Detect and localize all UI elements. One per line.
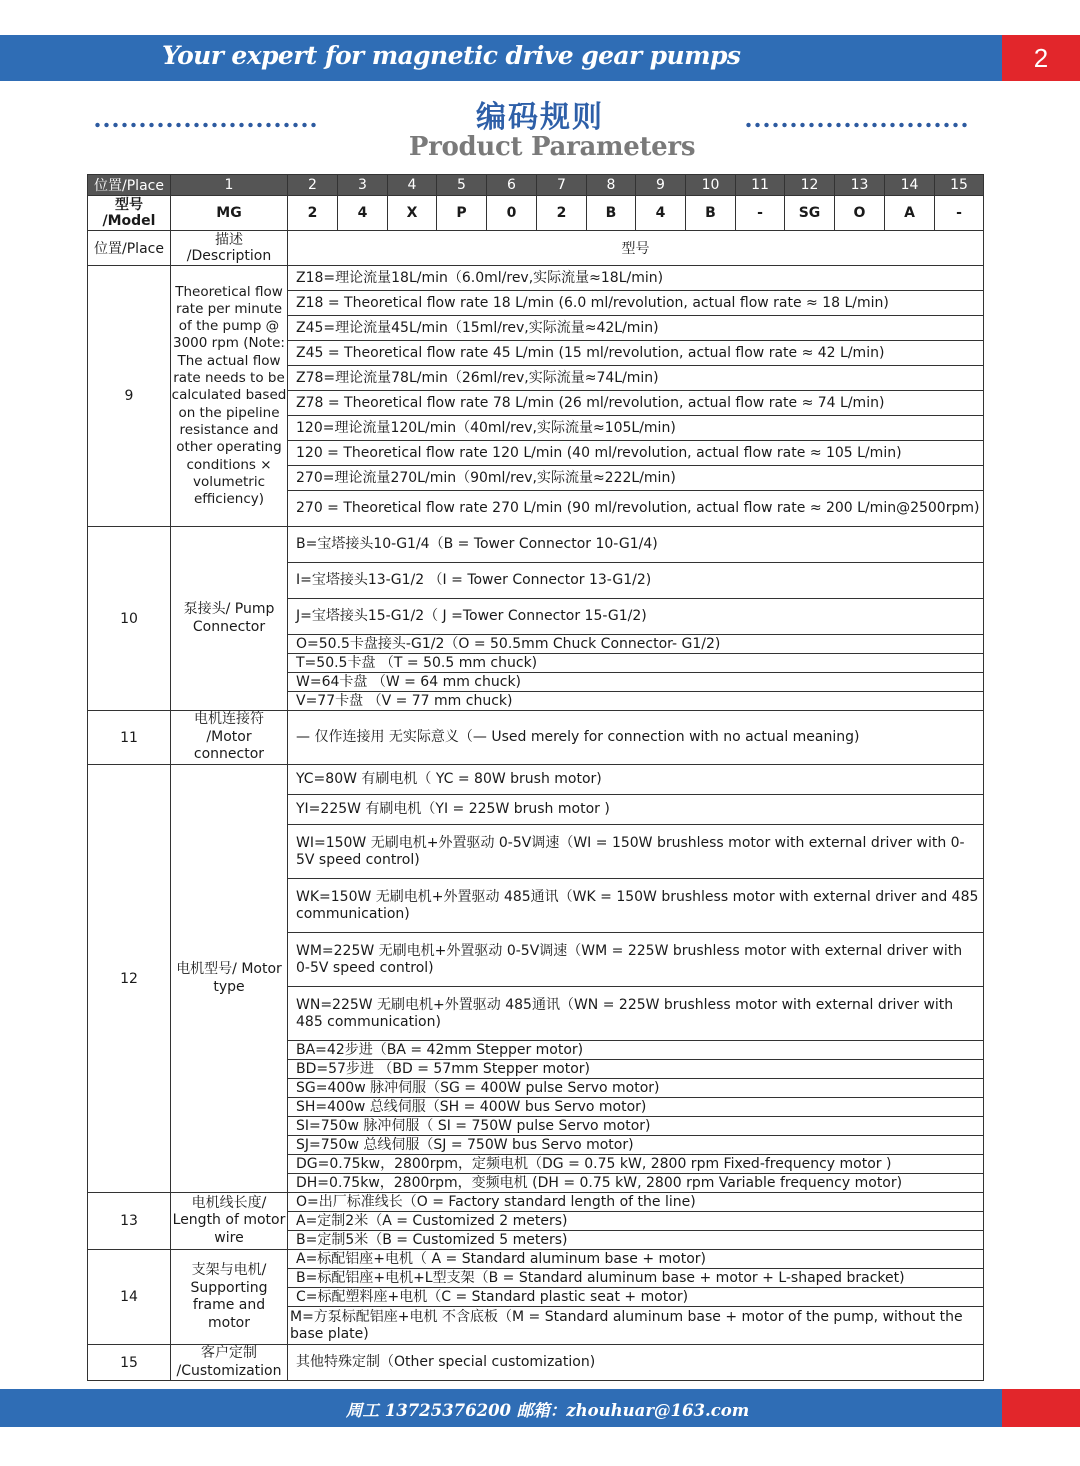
section-10-value-2: I=宝塔接头13-G1/2 （I = Tower Connector 13-G1/2) [288, 563, 984, 599]
section-12-value-4: WK=150W 无刷电机+外置驱动 485通讯（WK = 150W brushless motor with external driver and 485 communication) [288, 879, 984, 933]
table-row [88, 527, 984, 563]
place-label: 位置/Place [88, 175, 171, 196]
section-12-value-13: DG=0.75kw，2800rpm，定频电机（DG = 0.75 kW, 2800 rpm Fixed-frequency motor ) [288, 1155, 984, 1174]
section-10-value-7: V=77卡盘 （V = 77 mm chuck) [288, 692, 984, 711]
model-code-12: SG [785, 196, 835, 231]
model-code-1: MG [171, 196, 288, 231]
position-1: 1 [171, 175, 288, 196]
section-9-value-4: Z45 = Theoretical flow rate 45 L/min (15 ml/revolution, actual flow rate ≈ 42 L/min) [288, 341, 984, 366]
section-10-place: 10 [88, 527, 171, 711]
model-code-9: 4 [636, 196, 686, 231]
position-9: 9 [636, 175, 686, 196]
table-row [88, 266, 984, 291]
position-header-row [88, 175, 984, 196]
section-12-value-11: SI=750w 脉冲伺服（ SI = 750W pulse Servo motor) [288, 1117, 984, 1136]
section-9-value-6: Z78 = Theoretical flow rate 78 L/min (26 ml/revolution, actual flow rate ≈ 74 L/min) [288, 391, 984, 416]
page-title-cn: 编码规则 [476, 100, 604, 135]
model-code-14: A [885, 196, 935, 231]
section-9-value-5: Z78=理论流量78L/min（26ml/rev,实际流量≈74L/min) [288, 366, 984, 391]
footer-contact: 周工 13725376200 邮箱：zhouhuar@163.com [346, 1401, 750, 1420]
section-10-value-6: W=64卡盘 （W = 64 mm chuck) [288, 673, 984, 692]
table-row [88, 711, 984, 765]
section-9-label: Theoretical flow rate per minute of the pump @ 3000 rpm (Note: The actual flow rate needs to be calculated based on the pipeline resistance and other operating conditions × volumetric efficiency) [171, 266, 288, 527]
position-13: 13 [835, 175, 885, 196]
section-14-value-1: A=标配铝座+电机（ A = Standard aluminum base + motor) [288, 1250, 984, 1269]
section-11-label: 电机连接符 /Motor connector [171, 711, 288, 765]
position-14: 14 [885, 175, 935, 196]
section-12-label: 电机型号/ Motor type [171, 765, 288, 1193]
table-row [88, 1193, 984, 1212]
section-14-label: 支架与电机/ Supporting frame and motor [171, 1250, 288, 1345]
section-9-value-9: 270=理论流量270L/min（90ml/rev,实际流量≈222L/min) [288, 466, 984, 491]
top-banner [0, 35, 1002, 81]
section-14-value-4: M=方泵标配铝座+电机 不含底板（M = Standard aluminum base + motor of the pump, without the base plate) [288, 1307, 984, 1345]
position-3: 3 [338, 175, 388, 196]
section-10-value-1: B=宝塔接头10-G1/4（B = Tower Connector 10-G1/4) [288, 527, 984, 563]
section-15-place: 15 [88, 1345, 171, 1381]
table-row [88, 1345, 984, 1381]
section-13-value-3: B=定制5米（B = Customized 5 meters) [288, 1231, 984, 1250]
section-10-value-4: O=50.5卡盘接头-G1/2（O = 50.5mm Chuck Connector- G1/2) [288, 635, 984, 654]
desc-place-label: 位置/Place [88, 231, 171, 266]
position-7: 7 [537, 175, 587, 196]
footer-red-block [1002, 1389, 1080, 1427]
slogan: Your expert for magnetic drive gear pumps [162, 41, 741, 70]
section-11-place: 11 [88, 711, 171, 765]
section-12-value-14: DH=0.75kw，2800rpm，变频电机 (DH = 0.75 kW, 2800 rpm Variable frequency motor) [288, 1174, 984, 1193]
section-12-value-3: WI=150W 无刷电机+外置驱动 0-5V调速（WI = 150W brushless motor with external driver with 0-5V speed control) [288, 825, 984, 879]
page-number: 2 [1002, 35, 1080, 81]
desc-label-en: /Description [186, 248, 272, 264]
model-label-en: /Model [102, 213, 156, 229]
position-5: 5 [437, 175, 487, 196]
section-13-value-1: O=出厂标准线长（O = Factory standard length of the line) [288, 1193, 984, 1212]
section-13-place: 13 [88, 1193, 171, 1250]
section-13-value-2: A=定制2米（A = Customized 2 meters) [288, 1212, 984, 1231]
section-12-value-12: SJ=750w 总线伺服（SJ = 750W bus Servo motor) [288, 1136, 984, 1155]
section-9-value-7: 120=理论流量120L/min（40ml/rev,实际流量≈105L/min) [288, 416, 984, 441]
model-code-3: 4 [338, 196, 388, 231]
section-9-value-8: 120 = Theoretical flow rate 120 L/min (40 ml/revolution, actual flow rate ≈ 105 L/min) [288, 441, 984, 466]
section-9-value-3: Z45=理论流量45L/min（15ml/rev,实际流量≈42L/min) [288, 316, 984, 341]
model-code-11: - [736, 196, 785, 231]
model-code-10: B [686, 196, 736, 231]
section-12-place: 12 [88, 765, 171, 1193]
section-9-value-10: 270 = Theoretical flow rate 270 L/min (90 ml/revolution, actual flow rate ≈ 200 L/min@2500rpm) [288, 491, 984, 527]
section-12-value-5: WM=225W 无刷电机+外置驱动 0-5V调速（WM = 225W brushless motor with external driver with 0-5V speed control) [288, 933, 984, 987]
model-label-cn: 型号 [115, 197, 143, 213]
position-12: 12 [785, 175, 835, 196]
section-10-value-5: T=50.5卡盘 （T = 50.5 mm chuck) [288, 654, 984, 673]
section-12-value-7: BA=42步进（BA = 42mm Stepper motor) [288, 1041, 984, 1060]
section-12-value-9: SG=400w 脉冲伺服（SG = 400W pulse Servo motor) [288, 1079, 984, 1098]
position-4: 4 [388, 175, 437, 196]
page-title-en: Product Parameters [408, 132, 696, 162]
model-code-4: X [388, 196, 437, 231]
section-14-value-2: B=标配铝座+电机+L型支架（B = Standard aluminum base + motor + L-shaped bracket) [288, 1269, 984, 1288]
position-15: 15 [935, 175, 984, 196]
model-code-7: 2 [537, 196, 587, 231]
section-15-value-1: 其他特殊定制（Other special customization) [288, 1345, 984, 1381]
section-15-label: 客户定制 /Customization [171, 1345, 288, 1381]
position-11: 11 [736, 175, 785, 196]
section-14-value-3: C=标配塑料座+电机（C = Standard plastic seat + motor) [288, 1288, 984, 1307]
section-9-place: 9 [88, 266, 171, 527]
section-14-place: 14 [88, 1250, 171, 1345]
model-label [88, 196, 171, 231]
desc-label [171, 231, 288, 266]
model-code-2: 2 [288, 196, 338, 231]
section-10-value-3: J=宝塔接头15-G1/2（ J =Tower Connector 15-G1/2) [288, 599, 984, 635]
model-code-8: B [587, 196, 636, 231]
section-12-value-2: YI=225W 有刷电机（YI = 225W brush motor ) [288, 795, 984, 825]
position-2: 2 [288, 175, 338, 196]
model-code-row [88, 196, 984, 231]
product-parameters-table [87, 174, 984, 1381]
table-row [88, 765, 984, 795]
desc-label-cn: 描述 [215, 232, 243, 248]
model-column-header: 型号 [288, 231, 984, 266]
section-12-value-6: WN=225W 无刷电机+外置驱动 485通讯（WN = 225W brushless motor with external driver with 485 communication) [288, 987, 984, 1041]
section-9-value-2: Z18 = Theoretical flow rate 18 L/min (6.0 ml/revolution, actual flow rate ≈ 18 L/min) [288, 291, 984, 316]
description-header-row [88, 231, 984, 266]
position-10: 10 [686, 175, 736, 196]
model-code-15: - [935, 196, 984, 231]
section-13-label: 电机线长度/ Length of motor wire [171, 1193, 288, 1250]
model-code-6: 0 [487, 196, 537, 231]
footer-banner [0, 1389, 1002, 1427]
position-6: 6 [487, 175, 537, 196]
model-code-13: O [835, 196, 885, 231]
position-8: 8 [587, 175, 636, 196]
section-9-value-1: Z18=理论流量18L/min（6.0ml/rev,实际流量≈18L/min) [288, 266, 984, 291]
section-12-value-1: YC=80W 有刷电机（ YC = 80W brush motor) [288, 765, 984, 795]
table-row [88, 1250, 984, 1269]
model-code-5: P [437, 196, 487, 231]
section-12-value-10: SH=400w 总线伺服（SH = 400W bus Servo motor) [288, 1098, 984, 1117]
section-10-label: 泵接头/ Pump Connector [171, 527, 288, 711]
section-12-value-8: BD=57步进 （BD = 57mm Stepper motor) [288, 1060, 984, 1079]
section-11-value-1: — 仅作连接用 无实际意义（— Used merely for connection with no actual meaning) [288, 711, 984, 765]
